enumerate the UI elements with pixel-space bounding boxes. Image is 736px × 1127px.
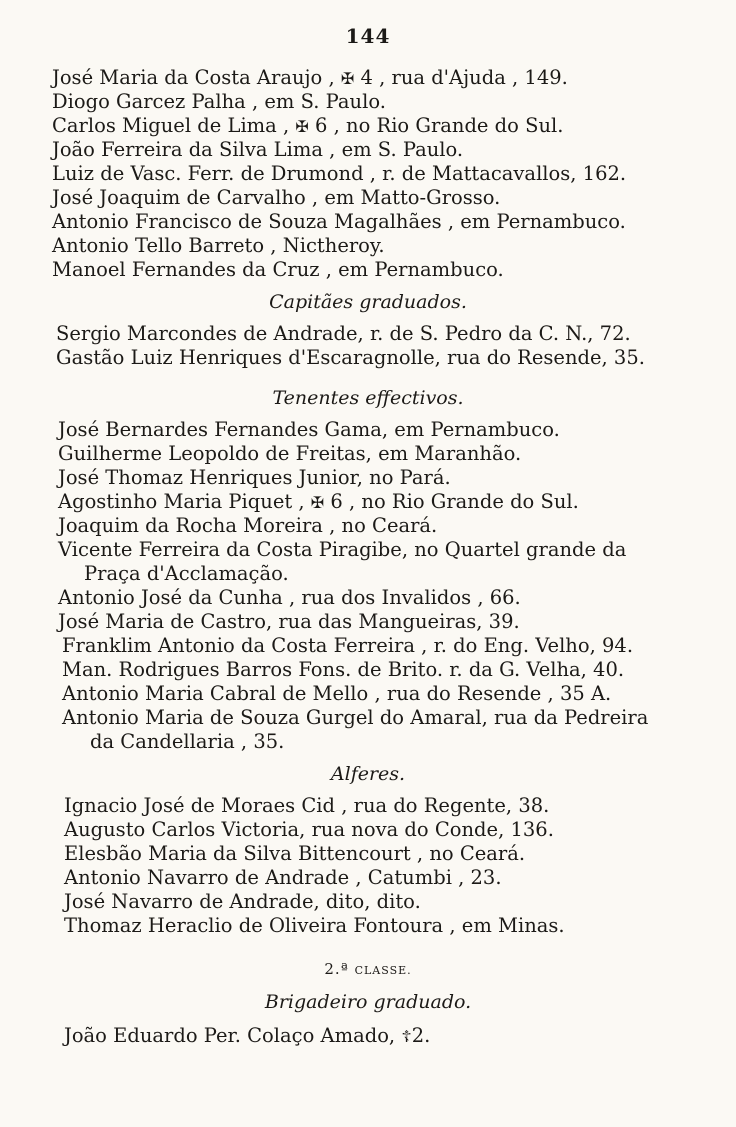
list-item: José Thomaz Henriques Junior, no Pará. bbox=[58, 466, 451, 489]
order-cross-icon: ✠ bbox=[340, 69, 355, 88]
list-item: Diogo Garcez Palha , em S. Paulo. bbox=[52, 90, 386, 113]
section-heading-capitaes: Capitães graduados. bbox=[269, 291, 467, 313]
list-item: Manoel Fernandes da Cruz , em Pernambuco. bbox=[52, 258, 504, 281]
list-item: Luiz de Vasc. Ferr. de Drumond , r. de Mattacavallos, 162. bbox=[52, 162, 627, 185]
list-item: Elesbão Maria da Silva Bittencourt , no Ceará. bbox=[64, 842, 526, 865]
list-item: Sergio Marcondes de Andrade, r. de S. Pedro da C. N., 72. bbox=[56, 322, 631, 345]
list-item: Augusto Carlos Victoria, rua nova do Conde, 136. bbox=[64, 818, 554, 841]
list-item: Antonio Francisco de Souza Magalhães , em Pernambuco. bbox=[52, 210, 626, 233]
list-item: José Joaquim de Carvalho , em Matto-Grosso. bbox=[52, 186, 501, 209]
list-item-continuation: da Candellaria , 35. bbox=[90, 730, 285, 753]
list-item: Antonio Maria Cabral de Mello , rua do Resende , 35 A. bbox=[62, 682, 612, 705]
list-item: Antonio Maria de Souza Gurgel do Amaral, rua da Pedreira bbox=[62, 706, 649, 729]
list-item: José Maria de Castro, rua das Mangueiras, 39. bbox=[58, 610, 520, 633]
list-item: Thomaz Heraclio de Oliveira Fontoura , em Minas. bbox=[64, 914, 565, 937]
section-heading-tenentes: Tenentes effectivos. bbox=[272, 387, 464, 409]
list-item: Ignacio José de Moraes Cid , rua do Regente, 38. bbox=[64, 794, 550, 817]
order-cross-icon: ✠ bbox=[295, 117, 309, 136]
list-item: Gastão Luiz Henriques d'Escaragnolle, rua do Resende, 35. bbox=[56, 346, 645, 369]
list-item: Antonio José da Cunha , rua dos Invalidos , 66. bbox=[58, 586, 521, 609]
list-item: Man. Rodrigues Barros Fons. de Brito. r. da G. Velha, 40. bbox=[62, 658, 625, 681]
list-item-continuation: Praça d'Acclamação. bbox=[84, 562, 289, 585]
classe-heading: 2.ª CLASSE. bbox=[324, 960, 412, 978]
list-item: Joaquim da Rocha Moreira , no Ceará. bbox=[58, 514, 438, 537]
order-cross-icon: ☦ bbox=[401, 1027, 412, 1046]
order-cross-icon: ✠ bbox=[310, 493, 325, 512]
page-number: 144 bbox=[345, 24, 391, 48]
entry-carlos-miguel-lima: Carlos Miguel de Lima , ✠ 6 , no Rio Grande do Sul. bbox=[52, 114, 564, 137]
list-item: João Ferreira da Silva Lima , em S. Paulo. bbox=[52, 138, 464, 161]
entry-jose-maria-costa-araujo: José Maria da Costa Araujo , ✠ 4 , rua d'Ajuda , 149. bbox=[52, 66, 568, 89]
list-item: Antonio Tello Barreto , Nictheroy. bbox=[52, 234, 385, 257]
section-heading-brigadeiro: Brigadeiro graduado. bbox=[264, 991, 472, 1013]
list-item: Franklim Antonio da Costa Ferreira , r. do Eng. Velho, 94. bbox=[62, 634, 634, 657]
list-item: José Navarro de Andrade, dito, dito. bbox=[64, 890, 421, 913]
section-heading-alferes: Alferes. bbox=[330, 763, 406, 785]
entry-joao-eduardo-colaco-amado: João Eduardo Per. Colaço Amado, ☦2. bbox=[64, 1024, 431, 1047]
list-item: Antonio Navarro de Andrade , Catumbi , 23. bbox=[64, 866, 502, 889]
list-item: José Bernardes Fernandes Gama, em Pernambuco. bbox=[58, 418, 560, 441]
list-item: Vicente Ferreira da Costa Piragibe, no Quartel grande da bbox=[58, 538, 627, 561]
entry-agostinho-maria-piquet: Agostinho Maria Piquet , ✠ 6 , no Rio Grande do Sul. bbox=[58, 490, 579, 513]
list-item: Guilherme Leopoldo de Freitas, em Maranhão. bbox=[58, 442, 522, 465]
